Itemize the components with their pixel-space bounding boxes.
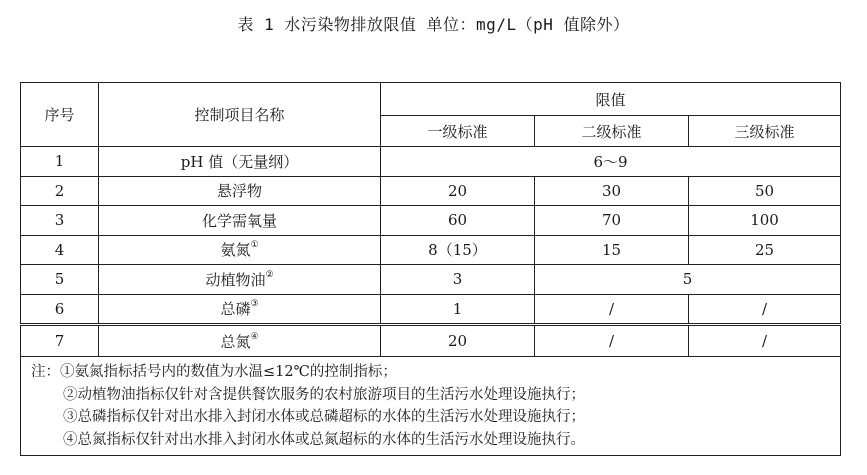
row-seq: 4	[21, 235, 99, 265]
row-value-grade-3: /	[689, 294, 841, 325]
row-value-grade-1: 60	[381, 206, 535, 236]
header-seq: 序号	[21, 83, 99, 147]
header-item: 控制项目名称	[99, 83, 381, 147]
header-grade-3: 三级标准	[689, 116, 841, 147]
row-seq: 5	[21, 265, 99, 295]
header-limit: 限值	[381, 83, 841, 116]
row-value-grade-2: 15	[535, 235, 689, 265]
row-value-grade-2: 70	[535, 206, 689, 236]
table-row	[21, 147, 841, 177]
row-value-grade-3: 25	[689, 235, 841, 265]
row-name-text: 总氮	[220, 332, 251, 351]
row-value-grade-3: /	[689, 325, 841, 357]
row-name: 悬浮物	[99, 176, 381, 206]
row-value-grade-2: /	[535, 325, 689, 357]
notes-cell	[21, 357, 841, 456]
row-name-text: 氨氮	[220, 241, 251, 260]
row-value-grade-2: /	[535, 294, 689, 325]
row-name: pH 值（无量纲）	[99, 147, 381, 177]
row-name	[99, 235, 381, 265]
row-seq: 6	[21, 294, 99, 325]
row-name: 化学需氧量	[99, 206, 381, 236]
row-value-grade-2: 30	[535, 176, 689, 206]
table-row	[21, 235, 841, 265]
header-grade-1: 一级标准	[381, 116, 535, 147]
table-row	[21, 265, 841, 295]
row-value-grade-1: 20	[381, 325, 535, 357]
table-title: 表 1 水污染物排放限值 单位：mg/L（pH 值除外）	[237, 15, 630, 34]
pollutant-limits-table	[20, 82, 841, 456]
table-row	[21, 325, 841, 357]
row-value-grade-1: 20	[381, 176, 535, 206]
row-name	[99, 294, 381, 325]
row-value-grade-3: 50	[689, 176, 841, 206]
notes-prefix: 注：	[31, 364, 60, 380]
note-line: ②动植物油指标仅针对含提供餐饮服务的农村旅游项目的生活污水处理设施执行；	[63, 386, 585, 403]
row-seq: 1	[21, 147, 99, 177]
row-value-grade-1: 3	[381, 265, 535, 295]
table-row	[21, 206, 841, 236]
note-line: ④总氮指标仅针对出水排入封闭水体或总氮超标的水体的生活污水处理设施执行。	[63, 431, 585, 448]
row-seq: 3	[21, 206, 99, 236]
row-value-grade-2-3: 5	[535, 265, 841, 295]
footnote-mark: ③	[250, 299, 259, 310]
row-name-text: 动植物油	[205, 270, 266, 289]
row-value-grade-1: 8（15）	[381, 235, 535, 265]
note-line: ③总磷指标仅针对出水排入封闭水体或总磷超标的水体的生活污水处理设施执行；	[63, 409, 585, 425]
row-name	[99, 325, 381, 357]
footnote-mark: ①	[250, 240, 259, 251]
footnote-mark: ②	[265, 269, 274, 280]
note-line	[31, 361, 840, 384]
row-seq: 2	[21, 176, 99, 206]
footnote-mark: ④	[250, 331, 259, 342]
header-grade-2: 二级标准	[535, 116, 689, 147]
row-value-all: 6～9	[381, 147, 841, 177]
row-value-grade-1: 1	[381, 294, 535, 325]
row-seq: 7	[21, 325, 99, 357]
row-name-text: 总磷	[220, 300, 251, 319]
row-value-grade-3: 100	[689, 206, 841, 236]
table-row	[21, 176, 841, 206]
table-row	[21, 294, 841, 325]
row-name	[99, 265, 381, 295]
note-text: ①氨氮指标括号内的数值为水温≤12℃的控制指标；	[60, 364, 397, 380]
